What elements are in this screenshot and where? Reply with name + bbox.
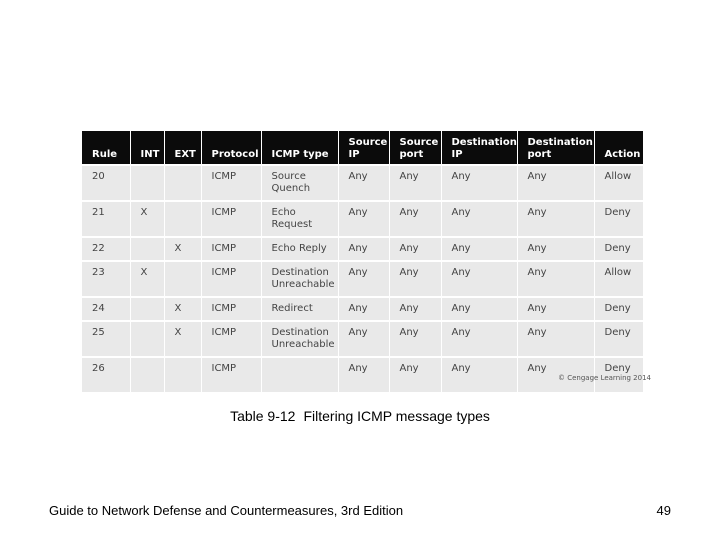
table-cell: Any — [441, 237, 517, 261]
caption-text: Filtering ICMP message types — [303, 408, 490, 424]
table-cell: Any — [338, 165, 389, 201]
column-header-text: INT — [140, 149, 160, 160]
table-row — [82, 165, 643, 201]
table-cell: ICMP — [201, 297, 261, 321]
column-header-text: port — [399, 149, 424, 160]
table-cell: Any — [441, 357, 517, 392]
table-cell: Allow — [594, 165, 643, 201]
table-cell — [164, 357, 201, 392]
table-cell: Any — [517, 321, 594, 357]
table-cell: ICMP — [201, 357, 261, 392]
table-row — [82, 321, 643, 357]
table-cell — [261, 357, 338, 392]
table-cell: ICMP — [201, 201, 261, 237]
table-cell: Destination Unreachable — [261, 321, 338, 357]
table-cell — [164, 201, 201, 237]
table-cell: X — [164, 321, 201, 357]
table-cell: 25 — [82, 321, 130, 357]
table-cell: Any — [517, 165, 594, 201]
column-header-text: port — [527, 149, 552, 160]
table-cell: Deny — [594, 297, 643, 321]
column-header-text: Destination — [451, 137, 517, 148]
copyright-credit: © Cengage Learning 2014 — [558, 374, 651, 382]
table-cell: Any — [389, 165, 441, 201]
table-cell: Any — [441, 321, 517, 357]
table-cell: Any — [338, 237, 389, 261]
table-cell: Any — [441, 297, 517, 321]
column-header-text: Source — [399, 137, 439, 148]
table-cell: Any — [441, 261, 517, 297]
column-header — [517, 131, 594, 165]
table-cell: X — [130, 201, 164, 237]
table-cell: Allow — [594, 261, 643, 297]
table-cell: Any — [389, 321, 441, 357]
column-header-text: Destination — [527, 137, 593, 148]
table-cell — [130, 321, 164, 357]
table-row — [82, 261, 643, 297]
column-header-text: Source — [348, 137, 388, 148]
table-header — [82, 131, 643, 165]
column-header-text: IP — [348, 149, 360, 160]
column-header — [261, 131, 338, 165]
table-cell — [164, 261, 201, 297]
table-caption — [0, 408, 720, 424]
table-cell: 21 — [82, 201, 130, 237]
table-cell: Any — [389, 261, 441, 297]
table-row — [82, 237, 643, 261]
table-cell: Redirect — [261, 297, 338, 321]
column-header — [441, 131, 517, 165]
footer-book-title: Guide to Network Defense and Countermeasures, 3rd Edition — [49, 503, 404, 518]
table-cell: 22 — [82, 237, 130, 261]
column-header-text: Rule — [92, 149, 118, 160]
header-row — [82, 131, 643, 165]
column-header — [201, 131, 261, 165]
column-header — [130, 131, 164, 165]
table-cell: Any — [338, 357, 389, 392]
table-cell: Any — [389, 201, 441, 237]
icmp-filter-table — [82, 131, 643, 392]
table-cell: Any — [517, 201, 594, 237]
table-cell: X — [164, 297, 201, 321]
column-header-text: IP — [451, 149, 463, 160]
table-cell: Deny — [594, 321, 643, 357]
table-cell: Echo Reply — [261, 237, 338, 261]
table-cell: Deny — [594, 357, 643, 392]
table-body — [82, 165, 643, 392]
table-cell: X — [130, 261, 164, 297]
table-cell: Any — [338, 201, 389, 237]
table-cell: X — [164, 237, 201, 261]
table-cell: ICMP — [201, 321, 261, 357]
table-cell: Any — [517, 357, 594, 392]
table-cell: 24 — [82, 297, 130, 321]
table-cell — [130, 357, 164, 392]
column-header-text: Action — [604, 149, 641, 160]
page-number: 49 — [656, 503, 671, 518]
table-cell: Deny — [594, 201, 643, 237]
table-cell: Any — [338, 261, 389, 297]
column-header — [389, 131, 441, 165]
table-cell: ICMP — [201, 165, 261, 201]
table-cell: Any — [338, 297, 389, 321]
table-row — [82, 201, 643, 237]
table-cell: Deny — [594, 237, 643, 261]
caption-number: Table 9-12 — [230, 408, 296, 424]
column-header — [164, 131, 201, 165]
table-cell: Echo Request — [261, 201, 338, 237]
table-cell: Any — [338, 321, 389, 357]
table-cell: Any — [441, 165, 517, 201]
table-cell: 23 — [82, 261, 130, 297]
table-cell: Any — [517, 297, 594, 321]
table-cell — [130, 237, 164, 261]
table-cell: Any — [389, 237, 441, 261]
table-cell: 26 — [82, 357, 130, 392]
table-cell: Destination Unreachable — [261, 261, 338, 297]
column-header — [338, 131, 389, 165]
table-cell: Any — [517, 261, 594, 297]
column-header — [82, 131, 130, 165]
table-cell — [164, 165, 201, 201]
table-row — [82, 297, 643, 321]
column-header-text: EXT — [174, 149, 196, 160]
table-cell: ICMP — [201, 237, 261, 261]
column-header-text: ICMP type — [271, 149, 329, 160]
column-header-text: Protocol — [211, 149, 259, 160]
table-cell: ICMP — [201, 261, 261, 297]
table-cell — [130, 297, 164, 321]
icmp-filter-table-container — [82, 131, 643, 392]
table-cell: Any — [389, 297, 441, 321]
table-cell: Any — [441, 201, 517, 237]
column-header — [594, 131, 643, 165]
table-cell: Any — [389, 357, 441, 392]
table-cell: Any — [517, 237, 594, 261]
table-cell: 20 — [82, 165, 130, 201]
table-cell: Source Quench — [261, 165, 338, 201]
table-cell — [130, 165, 164, 201]
